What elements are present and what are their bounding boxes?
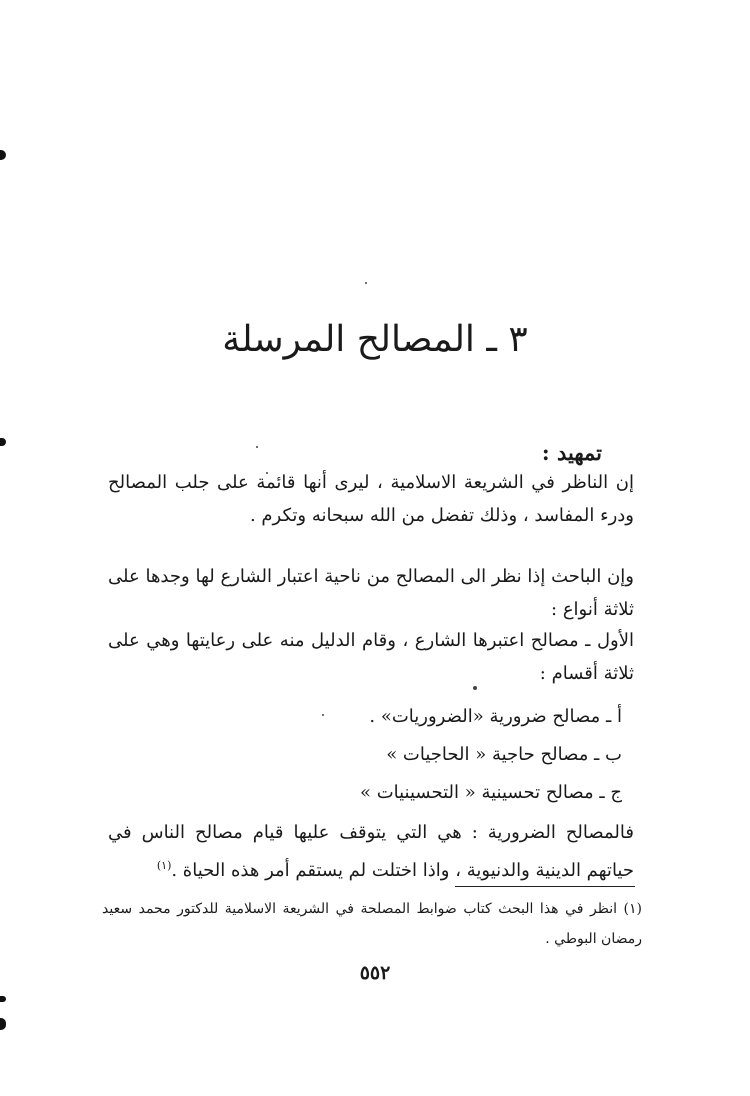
section-heading: تمهيد : <box>541 440 602 465</box>
scan-edge-mark <box>0 438 6 446</box>
scan-speck <box>365 282 367 284</box>
paragraph <box>108 816 634 887</box>
paragraph: الأول ـ مصالح اعتبرها الشارع ، وقام الدليل منه على رعايتها وهي على ثلاثة أقسام : <box>108 630 634 684</box>
paragraph: وإن الباحث إذا نظر الى المصالح من ناحية اعتبار الشارع لها وجدها على ثلاثة أنواع : <box>108 566 634 620</box>
paragraph: إن الناظر في الشريعة الاسلامية ، ليرى أنها قائمة على جلب المصالح ودرء المفاسد ، وذلك تفضل من الله سبحانه وتكرم . <box>108 472 634 526</box>
footnote-divider <box>455 886 635 887</box>
scan-edge-mark <box>0 996 6 1002</box>
category-item: ج ـ مصالح تحسينية « التحسينيات » <box>359 782 622 803</box>
scan-edge-mark <box>0 1018 6 1030</box>
category-item: ب ـ مصالح حاجية « الحاجيات » <box>386 744 622 765</box>
footnote: (١) انظر في هذا البحث كتاب ضوابط المصلحة في الشريعة الاسلامية للدكتور محمد سعيد رمضان البوطي . <box>102 901 642 947</box>
footnote-marker: (١) <box>156 859 172 872</box>
paragraph-text: فالمصالح الضرورية : هي التي يتوقف عليها قيام مصالح الناس في حياتهم الدينية والدنيوية ، واذا اختلت لم يستقم أمر هذه الحياة . <box>108 822 634 881</box>
chapter-title: ٣ ـ المصالح المرسلة <box>222 319 528 360</box>
scan-edge-mark <box>0 150 6 160</box>
page-number: ٥٥٢ <box>359 962 391 984</box>
category-item: أ ـ مصالح ضرورية «الضروريات» . <box>369 706 622 727</box>
